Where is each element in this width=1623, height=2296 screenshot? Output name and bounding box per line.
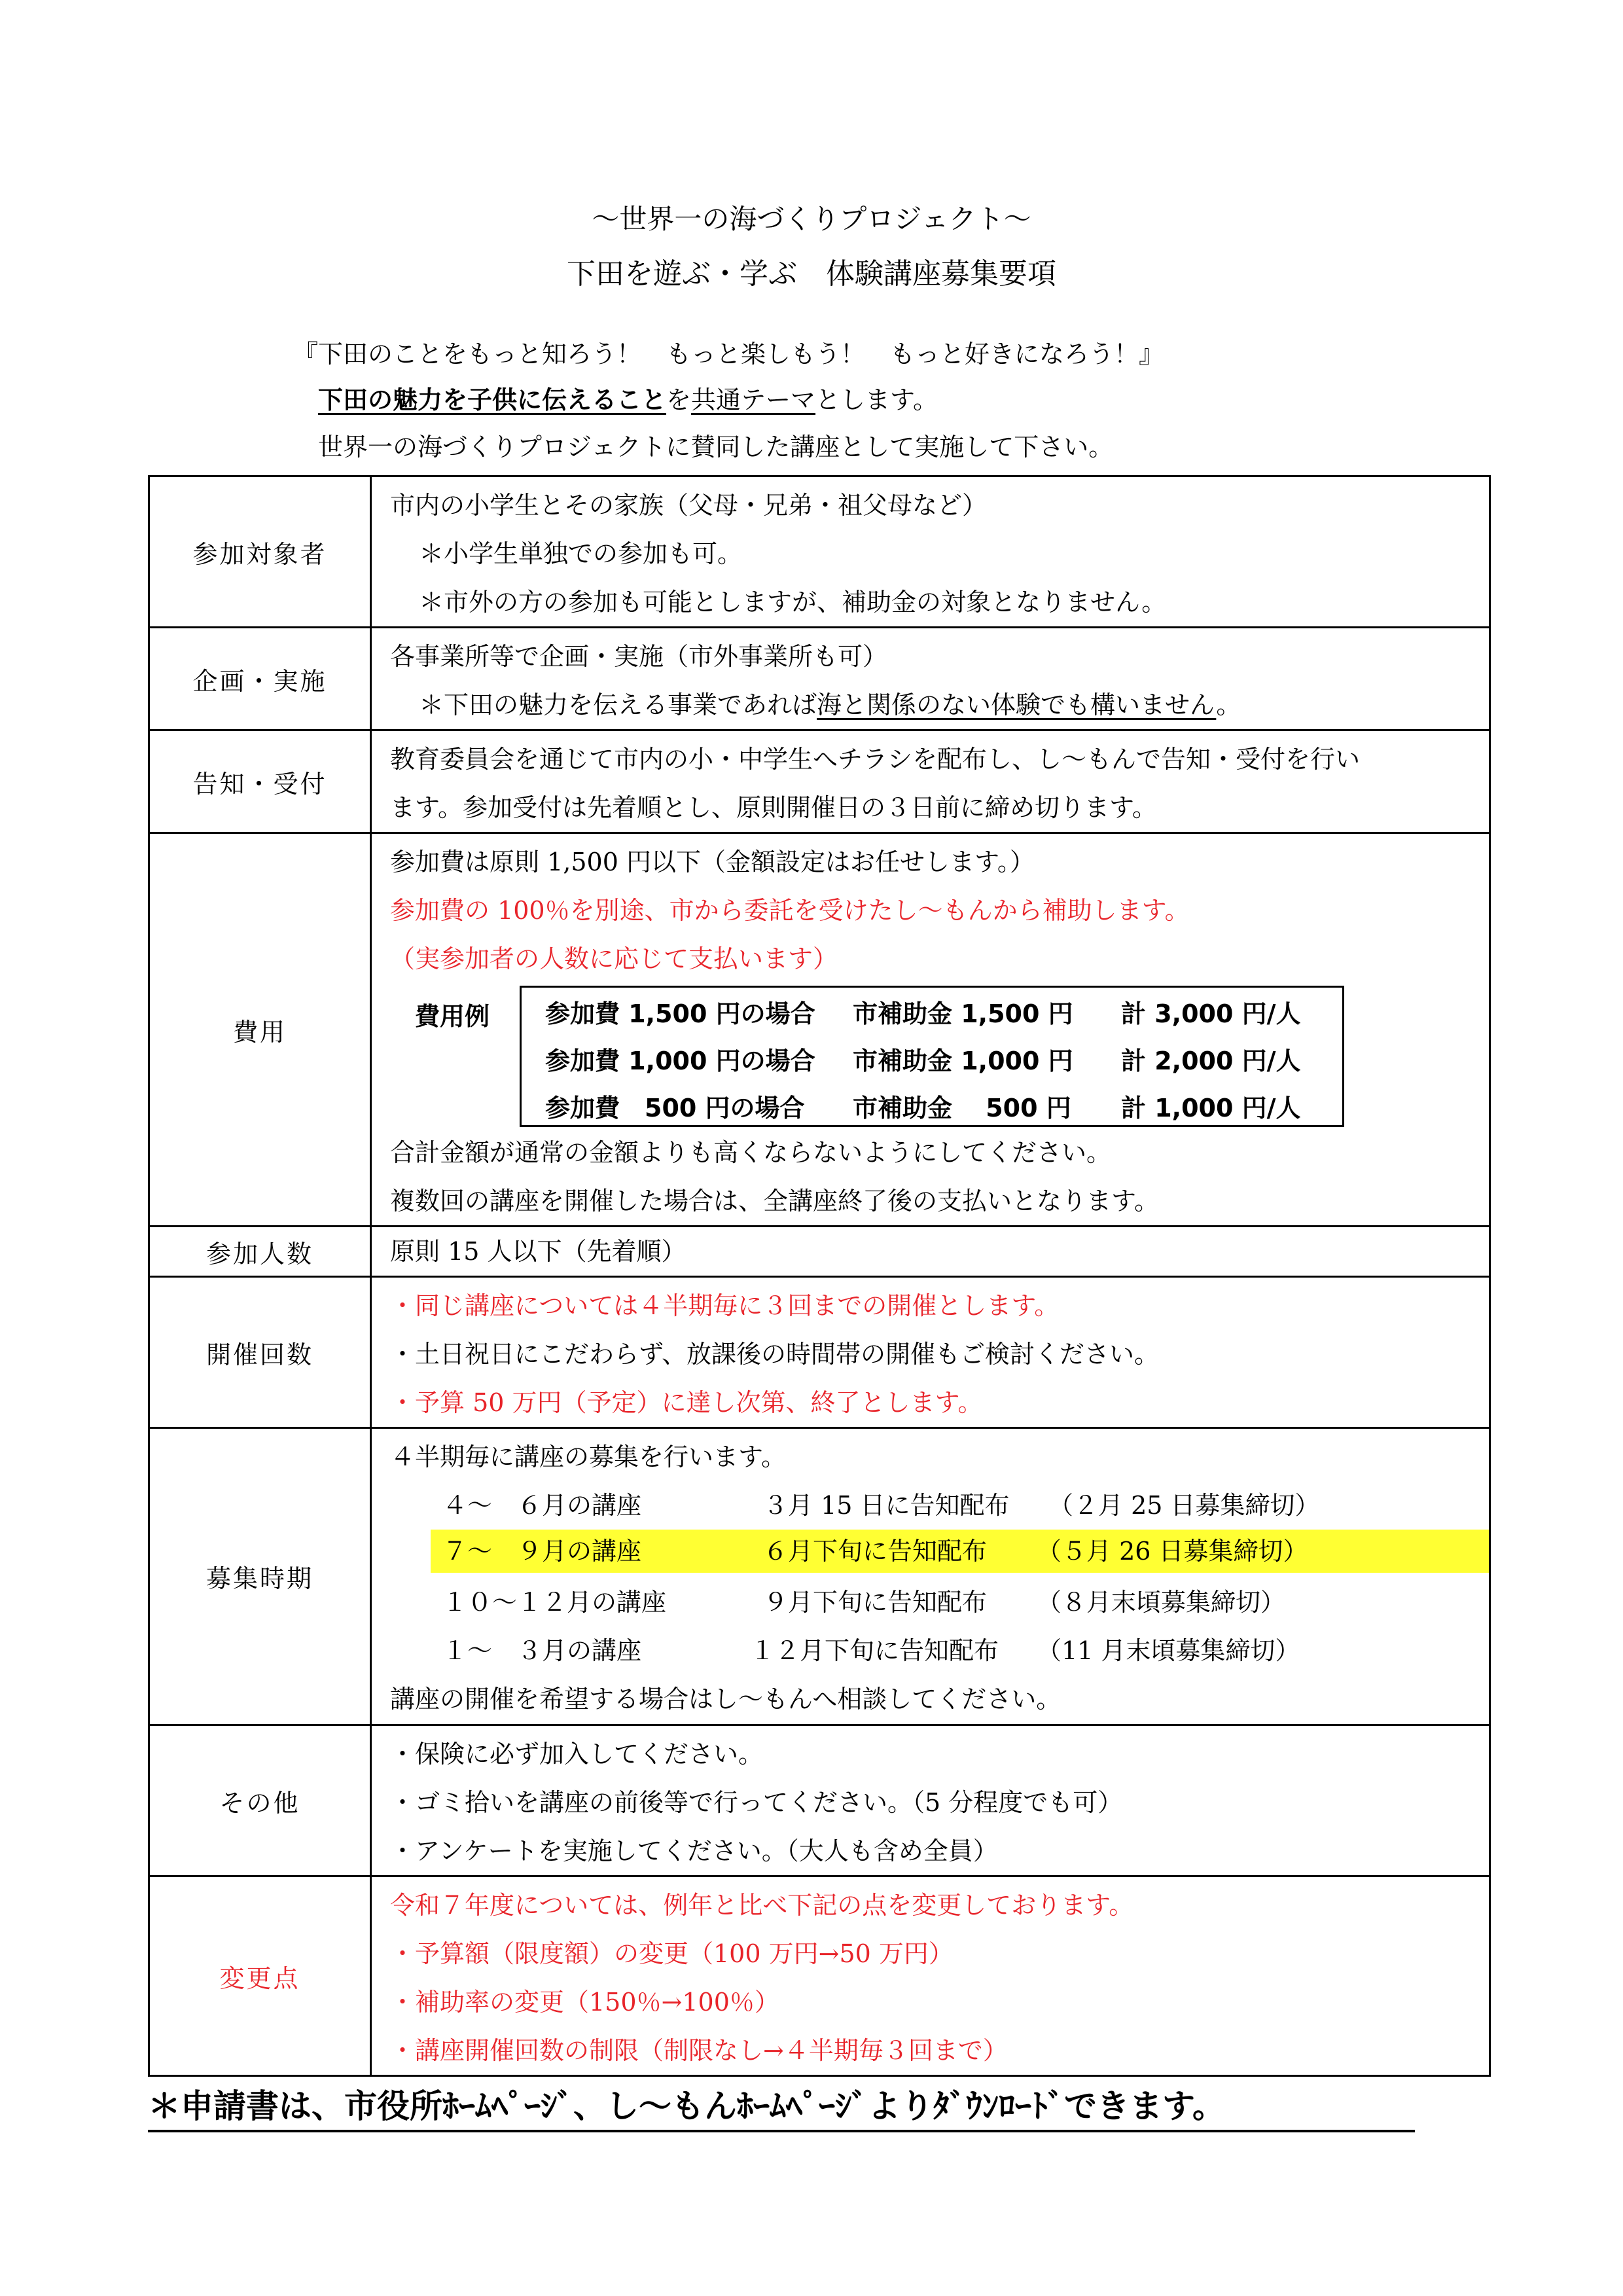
- planning-underlined: 海と関係のない体験でも構いません: [817, 691, 1217, 719]
- fee-example-row: [545, 990, 1301, 1037]
- row-body-other: [371, 1725, 1490, 1876]
- row-body-changes: [371, 1876, 1490, 2076]
- schedule-notice: ９月下旬に告知配布: [763, 1588, 988, 1617]
- schedule-notice: ６月下旬に告知配布: [763, 1537, 988, 1566]
- changes-line: ・予算額（限度額）の変更（100 万円→50 万円）: [390, 1939, 954, 1968]
- fee-amount: 参加費 1,000 円の場合: [545, 1047, 815, 1075]
- schedule-course: １０～１２月の講座: [442, 1588, 667, 1617]
- table-row-recruit: [149, 1428, 1490, 1725]
- subtitle-heading: ～世界一の海づくりプロジェクト～: [592, 203, 1031, 235]
- slogan: 『下田のことをもっと知ろう！ もっと楽しもう！ もっと好きになろう！』: [293, 340, 1164, 368]
- theme-suffix: とします。: [815, 386, 938, 414]
- recruit-intro: ４半期毎に講座の募集を行います。: [390, 1443, 786, 1471]
- participants-line: 原則 15 人以下（先着順）: [390, 1237, 687, 1266]
- theme-emphasis: 下田の魅力を子供に伝えること: [318, 385, 667, 414]
- common-theme: [318, 380, 938, 416]
- row-body-target: [371, 476, 1490, 628]
- application-download-note: ＊申請書は、市役所ﾎｰﾑﾍﾟｰｼﾞ、し～もんﾎｰﾑﾍﾟｰｼﾞよりﾀﾞｳﾝﾛｰﾄﾞできます。: [148, 2080, 1415, 2132]
- cost-line: 複数回の講座を開催した場合は、全講座終了後の支払いとなります。: [390, 1187, 1159, 1215]
- page-title: 下田を遊ぶ・学ぶ 体験講座募集要項: [567, 257, 1056, 291]
- guideline-table: [148, 475, 1491, 2077]
- notice-line: ます。参加受付は先着順とし、原則開催日の３日前に締め切ります。: [390, 793, 1157, 822]
- row-label-frequency: 開催回数: [149, 1277, 371, 1428]
- row-label-notice: 告知・受付: [149, 730, 371, 833]
- row-label-other: その他: [149, 1725, 371, 1876]
- other-line: ・保険に必ず加入してください。: [390, 1740, 764, 1768]
- target-line: ＊小学生単独での参加も可。: [419, 539, 743, 568]
- planning-text: ＊下田の魅力を伝える事業であれば: [419, 691, 817, 719]
- frequency-line: ・土日祝日にこだわらず、放課後の時間帯の開催もご検討ください。: [390, 1340, 1159, 1369]
- fee-amount: 参加費 1,500 円の場合: [545, 999, 815, 1028]
- fee-example-row: [545, 1085, 1301, 1132]
- target-line: ＊市外の方の参加も可能としますが、補助金の対象となりません。: [419, 588, 1167, 617]
- schedule-row: [390, 1578, 1489, 1626]
- table-row-target: [149, 476, 1490, 628]
- subsidy-amount: 市補助金 1,000 円: [853, 1047, 1073, 1075]
- target-line: 市内の小学生とその家族（父母・兄弟・祖父母など）: [390, 491, 988, 520]
- total-amount: 計 1,000 円/人: [1121, 1094, 1301, 1122]
- fee-example-label: 費用例: [415, 1002, 490, 1031]
- row-body-planning: [371, 628, 1490, 730]
- planning-line: 各事業所等で企画・実施（市外事業所も可）: [390, 642, 888, 671]
- schedule-row-highlighted: [390, 1530, 1489, 1578]
- table-row-notice: [149, 730, 1490, 833]
- row-body-notice: [371, 730, 1490, 833]
- fee-example: [390, 983, 1489, 1128]
- recruit-outro: 講座の開催を希望する場合はし～もんへ相談してください。: [390, 1685, 1061, 1713]
- row-label-recruit: 募集時期: [149, 1428, 371, 1725]
- theme-keyword: 共通テーマ: [691, 386, 816, 414]
- other-line: ・ゴミ拾いを講座の前後等で行ってください。（5 分程度でも可）: [390, 1788, 1123, 1817]
- schedule-course: １～ ３月の講座: [442, 1636, 642, 1665]
- row-body-frequency: [371, 1277, 1490, 1428]
- total-amount: 計 3,000 円/人: [1121, 999, 1301, 1028]
- schedule-deadline: （８月末頃募集締切）: [1037, 1588, 1286, 1617]
- changes-line: 令和７年度については、例年と比べ下記の点を変更しております。: [390, 1891, 1134, 1920]
- row-label-target: 参加対象者: [149, 476, 371, 628]
- frequency-line: ・予算 50 万円（予定）に達し次第、終了とします。: [390, 1388, 983, 1417]
- cost-payment-note: （実参加者の人数に応じて支払います）: [390, 944, 838, 973]
- schedule-row: [390, 1626, 1489, 1675]
- table-row-cost: [149, 833, 1490, 1227]
- theme-particle: を: [666, 386, 692, 414]
- table-row-frequency: [149, 1277, 1490, 1428]
- schedule-notice: ３月 15 日に告知配布: [763, 1491, 1010, 1520]
- table-row-changes: [149, 1876, 1490, 2076]
- cost-subsidy-note: 参加費の 100％を別途、市から委託を受けたし～もんから補助します。: [390, 896, 1190, 925]
- notice-line: 教育委員会を通じて市内の小・中学生へチラシを配布し、し～もんで告知・受付を行い: [390, 745, 1361, 774]
- subsidy-amount: 市補助金 500 円: [853, 1094, 1071, 1122]
- row-label-changes: 変更点: [149, 1876, 371, 2076]
- other-line: ・アンケートを実施してください。（大人も含め全員）: [390, 1837, 998, 1865]
- schedule-notice: １２月下旬に告知配布: [750, 1636, 999, 1665]
- table-row-planning: [149, 628, 1490, 730]
- frequency-line: ・同じ講座については４半期毎に３回までの開催とします。: [390, 1291, 1060, 1320]
- schedule-deadline: （２月 25 日募集締切）: [1048, 1491, 1320, 1520]
- total-amount: 計 2,000 円/人: [1121, 1047, 1301, 1075]
- schedule-deadline: （11 月末頃募集締切）: [1037, 1636, 1300, 1665]
- row-label-cost: 費用: [149, 833, 371, 1227]
- schedule-course: ７～ ９月の講座: [442, 1537, 642, 1566]
- subsidy-amount: 市補助金 1,500 円: [853, 999, 1073, 1028]
- planning-period: 。: [1216, 691, 1241, 719]
- schedule-row: [390, 1481, 1489, 1530]
- row-body-recruit: [371, 1428, 1490, 1725]
- fee-amount: 参加費 500 円の場合: [545, 1094, 805, 1122]
- row-body-cost: [371, 833, 1490, 1227]
- project-note: 世界一の海づくりプロジェクトに賛同した講座として実施して下さい。: [318, 433, 1114, 461]
- cost-line: 合計金額が通常の金額よりも高くならないようにしてください。: [390, 1138, 1112, 1167]
- row-label-participants: 参加人数: [149, 1227, 371, 1277]
- table-row-other: [149, 1725, 1490, 1876]
- fee-example-row: [545, 1037, 1301, 1085]
- schedule-deadline: （５月 26 日募集締切）: [1037, 1537, 1308, 1566]
- row-body-participants: [371, 1227, 1490, 1277]
- planning-line: [390, 681, 1489, 729]
- changes-line: ・補助率の変更（150％→100％）: [390, 1988, 779, 2017]
- row-label-planning: 企画・実施: [149, 628, 371, 730]
- table-row-participants: [149, 1227, 1490, 1277]
- cost-line: 参加費は原則 1,500 円以下（金額設定はお任せします。）: [390, 848, 1035, 876]
- schedule-course: ４～ ６月の講座: [442, 1491, 642, 1520]
- fee-example-box: [520, 986, 1344, 1127]
- changes-line: ・講座開催回数の制限（制限なし→４半期毎３回まで）: [390, 2036, 1008, 2065]
